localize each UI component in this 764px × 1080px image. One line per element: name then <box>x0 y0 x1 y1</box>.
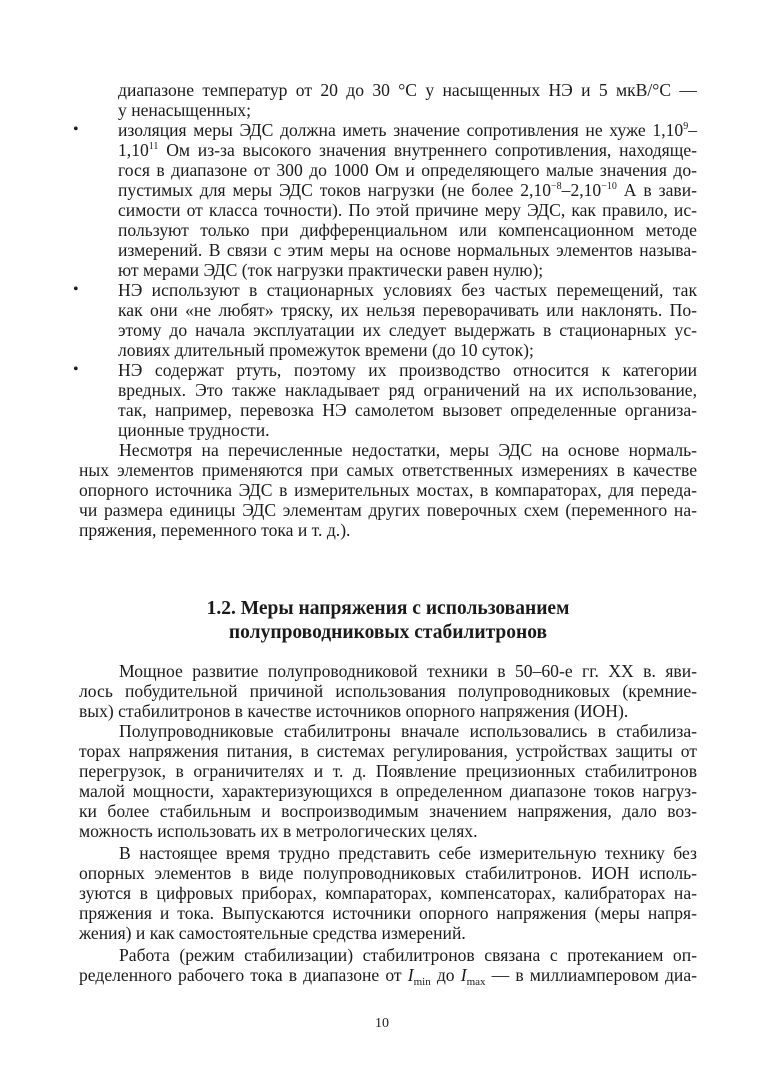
text-line: чи размера единицы ЭДС элементам других поверочных схем (переменного на- <box>79 500 697 520</box>
text-line: пряжения и тока. Выпускаются источники опорного напряжения (меры напря- <box>79 903 697 923</box>
text-line: ки более стабильным и воспроизводимым значением напряжения, дало воз- <box>79 801 697 821</box>
bullet-icon: • <box>73 121 79 138</box>
text-line: зуются в цифровых приборах, компараторах, компенсаторах, калибраторах на- <box>79 883 697 903</box>
bullet-icon: • <box>73 361 79 378</box>
text-line: ционные трудности. <box>118 420 270 440</box>
text-line: Несмотря на перечисленные недостатки, меры ЭДС на основе нормаль- <box>119 440 697 460</box>
text-line: пустимых для меры ЭДС токов нагрузки (не более $2,10^{-8}-2,10^{-10}$ А в зави- <box>118 180 697 200</box>
text-line: НЭ содержат ртуть, поэтому их производство относится к категории <box>118 360 697 380</box>
text-line: диапазоне температур от 20 до 30 °С у насыщенных НЭ и 5 мкВ/°С — <box>118 80 697 100</box>
text-line: перегрузок, в ограничителях и т. д. Появление прецизионных стабилитронов <box>79 761 697 781</box>
text-line: опорных элементов в виде полупроводниковых стабилитронов. ИОН исполь- <box>79 863 697 883</box>
text-line: опорного источника ЭДС в измерительных мостах, в компараторах, для переда- <box>79 480 697 500</box>
text-line: вых) стабилитронов в качестве источников опорного напряжения (ИОН). <box>79 701 629 721</box>
text-line: можность использовать их в метрологических целях. <box>79 821 478 841</box>
text-line: лось побудительной причиной использования полупроводниковых (кремние- <box>79 681 697 701</box>
text-line: вредных. Это также накладывает ряд ограничений на их использование, <box>118 380 697 400</box>
text-line: этому до начала эксплуатации их следует выдержать в стационарных ус- <box>118 320 697 340</box>
text-line: В настоящее время трудно представить себе измерительную технику без <box>119 843 697 863</box>
bullet-icon: • <box>73 281 79 298</box>
text-line: ловиях длительный промежуток времени (до 10 суток); <box>118 340 534 360</box>
text-line: пряжения, переменного тока и т. д.). <box>79 520 351 540</box>
text-line: ных элементов применяются при самых ответственных измерениях в качестве <box>79 460 697 480</box>
text-line: Полупроводниковые стабилитроны вначале использовались в стабилиза- <box>119 721 697 741</box>
text-line: малой мощности, характеризующихся в определенном диапазоне токов нагруз- <box>79 781 697 801</box>
text-line: изоляция меры ЭДС должна иметь значение сопротивления не хуже 1,10$^9$– <box>118 120 697 140</box>
text-line: как они «не любят» тряску, их нельзя переворачивать или наклонять. По- <box>118 300 697 320</box>
text-line: симости от класса точности). По этой причине меру ЭДС, как правило, ис- <box>118 200 697 220</box>
text-line: Работа (режим стабилизации) стабилитронов связана с протеканием оп- <box>119 945 697 965</box>
text-line: торах напряжения питания, в системах регулирования, устройствах защиты от <box>79 741 697 761</box>
text-line: ределенного рабочего тока в диапазоне от $I_{min}$ до $I_{max}$ — в миллиамперовом диа- <box>79 965 697 988</box>
section-heading: полупроводниковых стабилитронов <box>228 622 548 643</box>
text-line: НЭ используют в стационарных условиях без частых перемещений, так <box>118 280 697 300</box>
text-line: жения) и как самостоятельные средства измерений. <box>79 923 466 943</box>
text-line: измерений. В связи с этим меры на основе нормальных элементов называ- <box>118 240 697 260</box>
text-line: Мощное развитие полупроводниковой техники в 50–60-е гг. XX в. яви- <box>119 661 697 681</box>
text-line: 1,10$^{11}$ Ом из-за высокого значения внутреннего сопротивления, находяще- <box>118 140 697 160</box>
text-line: гося в диапазоне от 300 до 1000 Ом и определяющего малые значения до- <box>118 160 697 180</box>
text-line: ют мерами ЭДС (ток нагрузки практически равен нулю); <box>118 260 544 280</box>
text-line: у ненасыщенных; <box>118 100 251 120</box>
section-heading: 1.2. Меры напряжения с использованием <box>206 598 570 619</box>
text-line: пользуют только при дифференциальном или компенсационном методе <box>118 220 697 240</box>
text-line: так, например, перевозка НЭ самолетом вызовет определенные организа- <box>118 400 697 420</box>
page-number: 10 <box>375 1016 389 1031</box>
